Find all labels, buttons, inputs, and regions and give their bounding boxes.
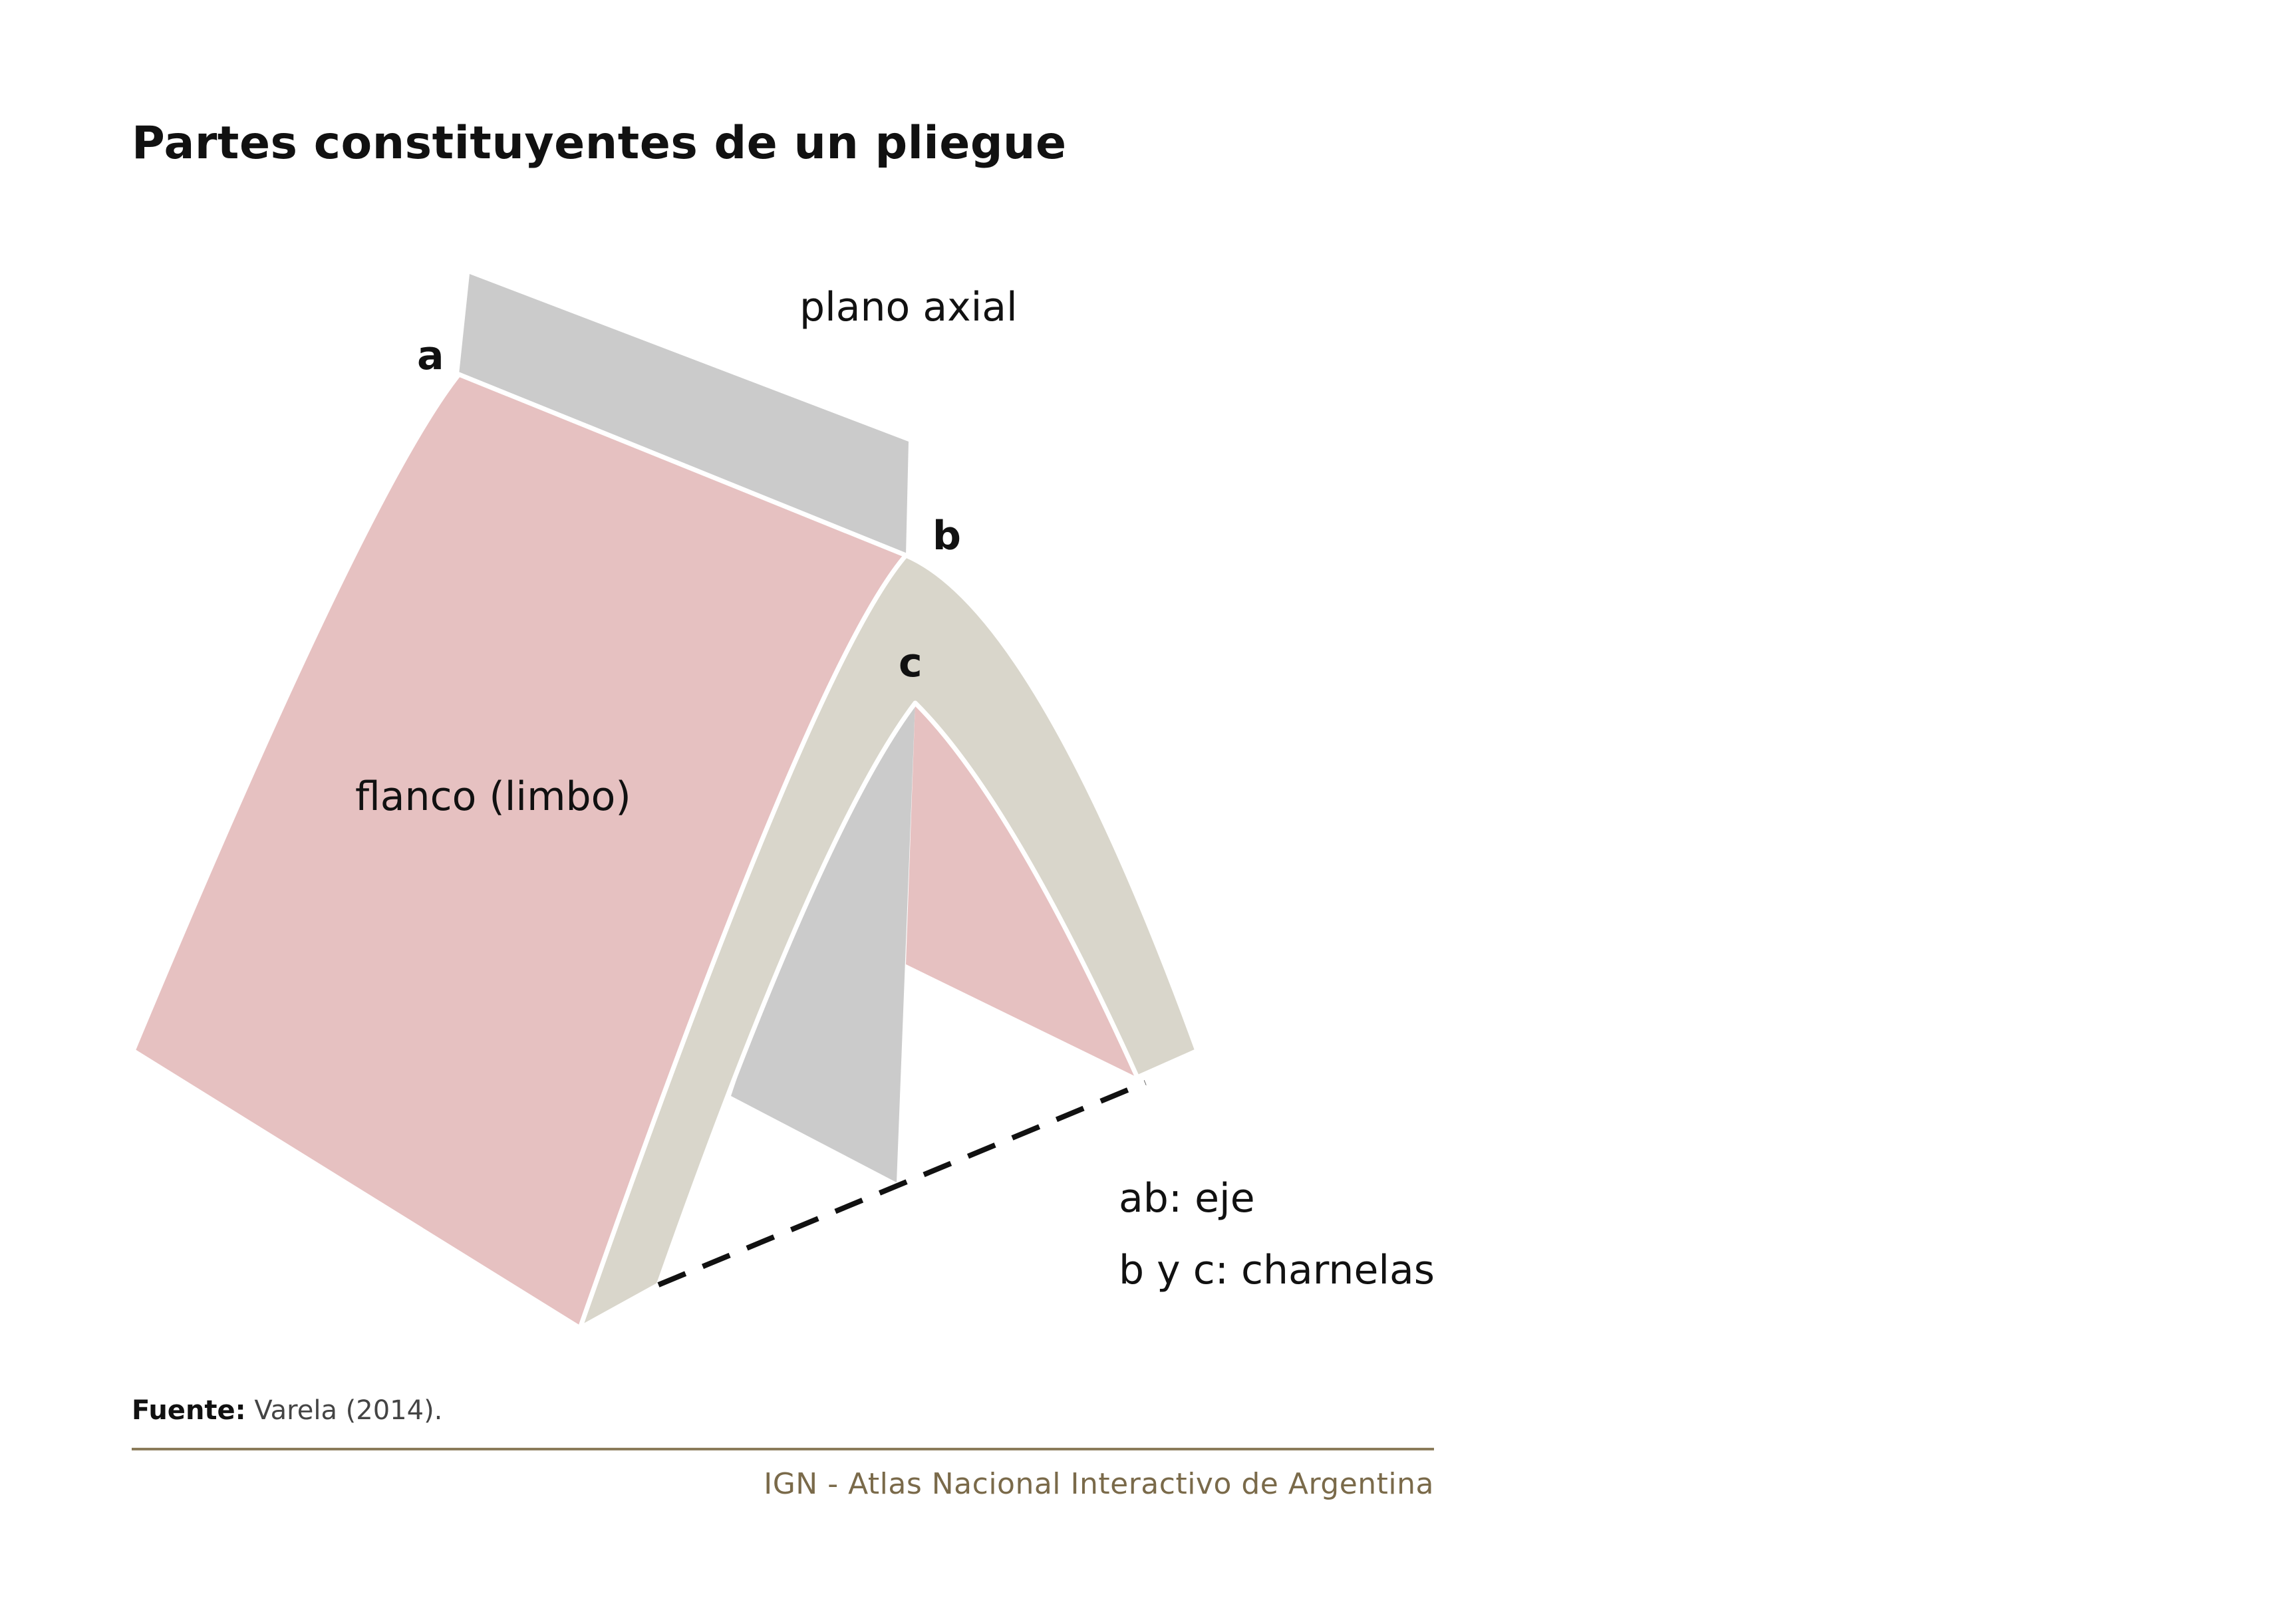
legend-axis: ab: eje xyxy=(1119,1175,1255,1222)
footer-divider xyxy=(132,1448,1434,1450)
dashed-base-line xyxy=(658,1083,1145,1285)
label-point-a: a xyxy=(417,333,444,379)
label-point-c: c xyxy=(899,640,923,686)
source-note xyxy=(132,1395,442,1426)
source-key: Fuente: xyxy=(132,1395,246,1426)
legend-hinges: b y c: charnelas xyxy=(1119,1247,1435,1293)
label-flank: flanco (limbo) xyxy=(355,773,631,820)
source-value: Varela (2014). xyxy=(254,1395,443,1426)
label-point-b: b xyxy=(933,513,961,559)
label-axial-plane: plano axial xyxy=(799,284,1018,331)
page-title: Partes constituyentes de un pliegue xyxy=(132,117,1067,170)
footer-credit: IGN - Atlas Nacional Interactivo de Argentina xyxy=(764,1467,1434,1501)
